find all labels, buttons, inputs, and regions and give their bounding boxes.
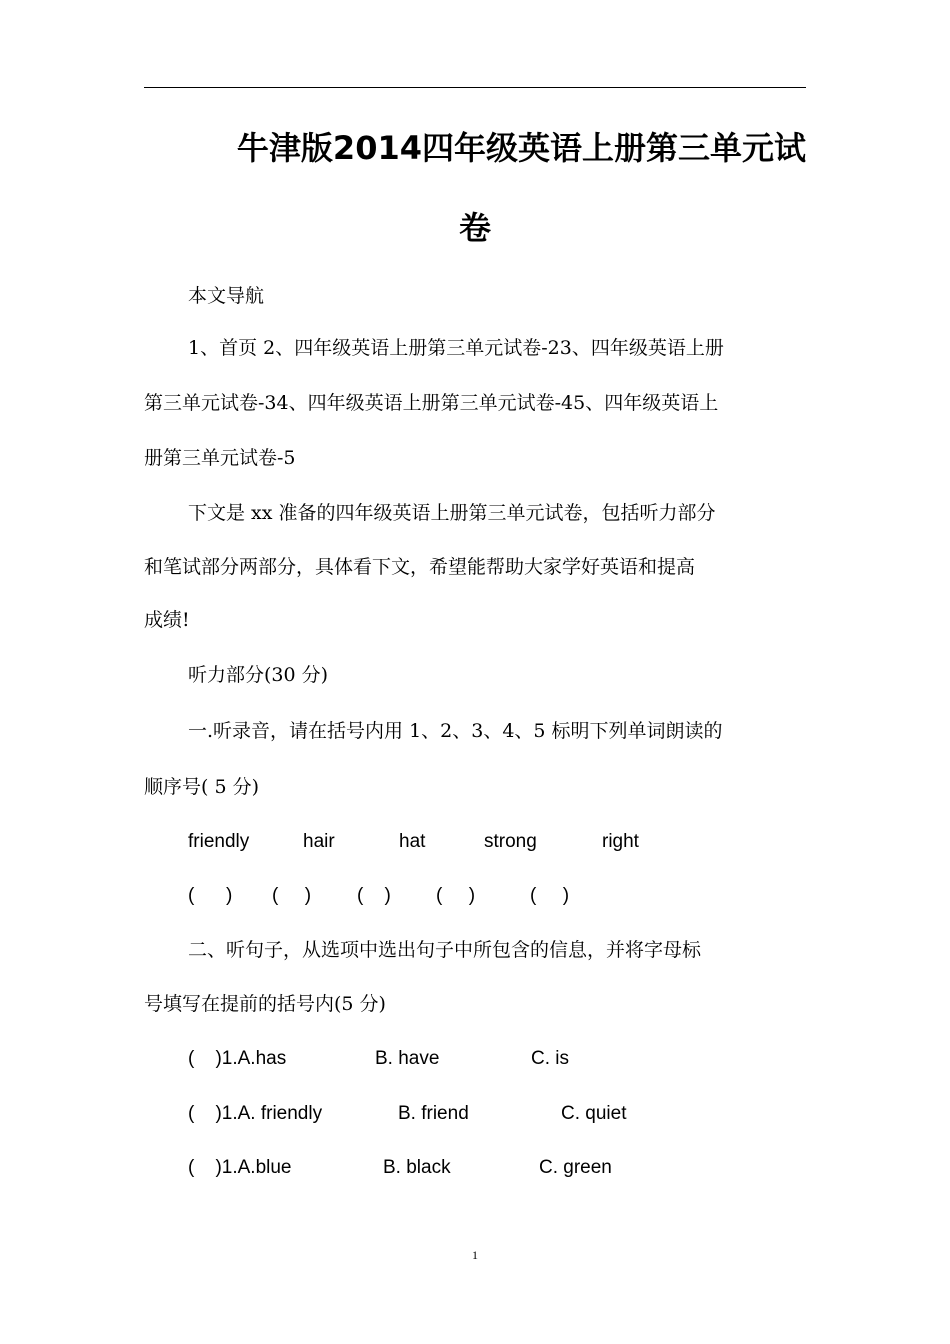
word-right: right bbox=[602, 831, 639, 852]
question-1-line-2: 顺序号( 5 分) bbox=[144, 776, 259, 798]
answer-bracket-5: ( ) bbox=[530, 885, 570, 906]
nav-line-3: 册第三单元试卷-5 bbox=[144, 447, 296, 469]
q2-item-2-option-b: B. friend bbox=[398, 1103, 469, 1124]
q2-item-1-option-b: B. have bbox=[375, 1048, 440, 1069]
q2-item-3-option-b: B. black bbox=[383, 1157, 451, 1178]
q2-item-1-option-c: C. is bbox=[531, 1048, 569, 1069]
title-line-2: 卷 bbox=[458, 209, 491, 247]
q2-item-3-option-c: C. green bbox=[539, 1157, 612, 1178]
word-hair: hair bbox=[303, 831, 335, 852]
question-1-line-1: 一.听录音，请在括号内用 1、2、3、4、5 标明下列单词朗读的 bbox=[188, 720, 723, 742]
intro-line-3: 成绩! bbox=[144, 609, 190, 631]
q2-item-2-option-a: ( )1.A. friendly bbox=[188, 1103, 323, 1124]
title-line-1: 牛津版2014四年级英语上册第三单元试 bbox=[236, 129, 806, 167]
word-friendly: friendly bbox=[188, 831, 250, 852]
listening-heading: 听力部分(30 分) bbox=[188, 664, 329, 686]
intro-line-2: 和笔试部分两部分，具体看下文，希望能帮助大家学好英语和提高 bbox=[144, 556, 696, 578]
question-2-line-1: 二、听句子，从选项中选出句子中所包含的信息，并将字母标 bbox=[188, 939, 702, 961]
q2-item-1-option-a: ( )1.A.has bbox=[188, 1048, 287, 1069]
question-2-line-2: 号填写在提前的括号内(5 分) bbox=[144, 993, 386, 1015]
intro-line-1: 下文是 xx 准备的四年级英语上册第三单元试卷，包括听力部分 bbox=[188, 502, 716, 524]
answer-bracket-4: ( ) bbox=[436, 885, 476, 906]
word-strong: strong bbox=[484, 831, 537, 852]
nav-line-2: 第三单元试卷-34、四年级英语上册第三单元试卷-45、四年级英语上 bbox=[144, 392, 719, 414]
nav-heading: 本文导航 bbox=[188, 285, 265, 307]
answer-bracket-3: ( ) bbox=[357, 885, 391, 906]
word-hat: hat bbox=[399, 831, 426, 852]
answer-bracket-1: ( ) bbox=[188, 885, 233, 906]
nav-line-1: 1、首页 2、四年级英语上册第三单元试卷-23、四年级英语上册 bbox=[188, 337, 724, 359]
header-rule bbox=[144, 87, 806, 88]
q2-item-3-option-a: ( )1.A.blue bbox=[188, 1157, 292, 1178]
page-number: 1 bbox=[472, 1248, 478, 1262]
answer-bracket-2: ( ) bbox=[272, 885, 312, 906]
q2-item-2-option-c: C. quiet bbox=[561, 1103, 627, 1124]
